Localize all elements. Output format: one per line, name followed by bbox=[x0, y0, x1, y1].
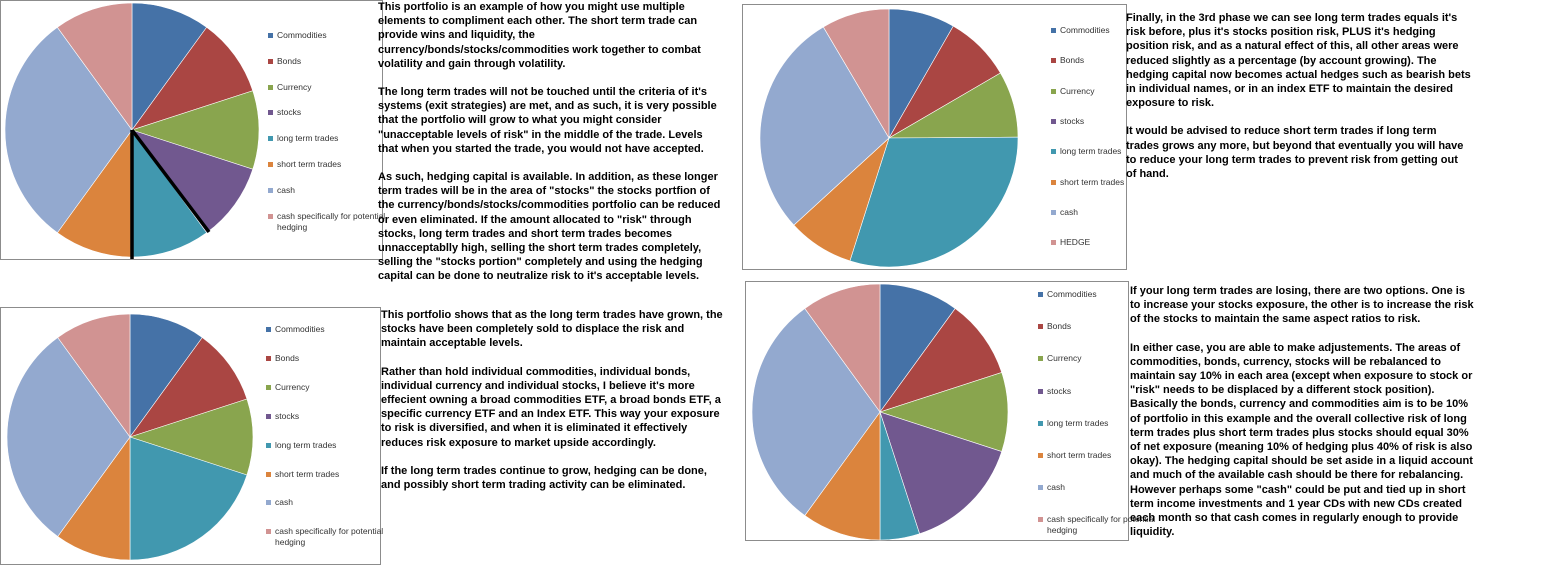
paragraph: In either case, you are able to make adjustements. The areas of commodities, bonds, currency, stocks will be rebalanced to maintain say 10% in each area (except when exposure to stock or "risk" needs to be displaced by a different stock position). Basically the bonds, currency and commodities aim is to be 10% of portfolio in this example and the overall collective risk of long term trades plus short term trades plus stocks should equal 30% of net exposure (meaning 10% of hedging plus 40% of risk is also okay). The hedging capital should be set aside in a liquid account and much of the available cash should be there for rebalancing. However perhaps some "cash" could be put and tied up in short term income investments and 1 year CDs with new CDs created each month so that cash comes in regularly enough to provide liquidity. bbox=[1130, 341, 1473, 539]
legend-label: long term trades bbox=[1060, 146, 1122, 157]
legend-label: Bonds bbox=[1060, 55, 1085, 66]
legend-label: Currency bbox=[1047, 353, 1082, 364]
legend-label: Currency bbox=[277, 81, 312, 92]
legend-label: cash specifically for potential hedging bbox=[275, 526, 384, 548]
legend-swatch bbox=[266, 443, 271, 448]
text-block-1 bbox=[378, 0, 723, 298]
legend-swatch bbox=[268, 110, 273, 115]
legend-label: short term trades bbox=[1047, 450, 1112, 460]
legend-item bbox=[266, 411, 396, 422]
paragraph: If your long term trades are losing, there are two options. One is to increase your stocks exposure, the other is to increase the risk of the stocks to maintain the same aspect ratios to risk. bbox=[1130, 285, 1474, 326]
text-block-2 bbox=[381, 308, 723, 506]
legend-swatch bbox=[1051, 119, 1056, 124]
legend-swatch bbox=[1051, 240, 1056, 245]
paragraph: The long term trades will not be touched until the criteria of it's systems (exit strategies) are met, and as such, it is very possible that the portfolio will grow to what you might consider "unacceptable levels of risk" in the middle of the trade. Levels that when you started the trade, you would not have accepted. bbox=[378, 86, 717, 155]
legend-label: long term trades bbox=[1047, 417, 1109, 428]
paragraph: Rather than hold individual commodities, individual bonds, individual currency and individual stocks, I believe it's more effecient owning a broad commodities ETF, a broad bonds ETF, a specific currency ETF and an Index ETF. This way your exposure to risk is diversified, and when it is eliminated it effectively reduces risk exposure to market upside accordingly. bbox=[381, 365, 721, 449]
legend-swatch bbox=[268, 136, 273, 141]
legend-swatch bbox=[1038, 356, 1043, 361]
legend-label: short term trades bbox=[1060, 176, 1125, 187]
legend-swatch bbox=[1038, 453, 1043, 458]
legend-swatch bbox=[266, 385, 271, 390]
legend-swatch bbox=[1051, 149, 1056, 154]
legend-label: stocks bbox=[1060, 115, 1085, 126]
chart-3 bbox=[742, 4, 1127, 270]
legend-item bbox=[266, 526, 396, 548]
legend-label: stocks bbox=[275, 410, 300, 421]
legend-label: long term trades bbox=[277, 133, 339, 144]
legend-label: Commodities bbox=[277, 30, 327, 40]
legend-swatch bbox=[1038, 324, 1043, 329]
legend-swatch bbox=[268, 214, 273, 219]
legend-label: stocks bbox=[277, 107, 302, 118]
legend-swatch bbox=[268, 162, 273, 167]
chart-2 bbox=[0, 307, 384, 565]
legend-label: HEDGE bbox=[1060, 237, 1091, 248]
legend-label: Bonds bbox=[275, 352, 300, 363]
legend-label: short term trades bbox=[277, 159, 342, 169]
legend-swatch bbox=[266, 327, 271, 332]
legend-item bbox=[266, 469, 396, 480]
legend-swatch bbox=[1051, 180, 1056, 185]
legend-swatch bbox=[1051, 58, 1056, 63]
legend-label: stocks bbox=[1047, 385, 1072, 396]
paragraph: As such, hedging capital is available. In addition, as these longer term trades will be in the area of "stocks" the stocks portfion of the currency/bonds/stocks/commodities portfolio can be reduced or even eliminated. If the amount allocated to "risk" through stocks, long term trades and short term trades becomes unnacceptablly high, selling the short term trades completely, selling the "stocks portion" completely and using the hedging capital can be done to neutralize risk to it's acceptable levels. bbox=[378, 171, 721, 283]
legend-swatch bbox=[1038, 485, 1043, 490]
legend-item bbox=[266, 497, 396, 508]
legend-label: Bonds bbox=[277, 55, 302, 66]
legend-item bbox=[266, 324, 396, 335]
chart-1 bbox=[0, 0, 386, 260]
legend-label: Commodities bbox=[1060, 25, 1110, 35]
chart-4 bbox=[745, 281, 1156, 541]
legend-swatch bbox=[1038, 421, 1043, 426]
paragraph: This portfolio shows that as the long term trades have grown, the stocks have been completely sold to displace the risk and maintain acceptable levels. bbox=[381, 309, 723, 350]
legend-swatch bbox=[1051, 89, 1056, 94]
legend-label: Currency bbox=[1060, 85, 1095, 96]
legend-swatch bbox=[266, 414, 271, 419]
legend-swatch bbox=[268, 85, 273, 90]
legend-item bbox=[1051, 237, 1181, 248]
legend-label: cash bbox=[275, 497, 293, 508]
legend-label: cash specifically for potential hedging bbox=[277, 210, 386, 232]
pie-chart-3 bbox=[743, 5, 1128, 271]
legend-label: cash specifically for potential hedging bbox=[1047, 514, 1156, 536]
paragraph: It would be advised to reduce short term trades if long term trades grows any more, but beyond that eventually you will have to reduce your long term trades to prevent risk from getting out of hand. bbox=[1126, 125, 1464, 181]
legend-swatch bbox=[266, 500, 271, 505]
legend-swatch bbox=[268, 59, 273, 64]
legend-swatch bbox=[1051, 210, 1056, 215]
legend-swatch bbox=[1051, 28, 1056, 33]
legend-swatch bbox=[266, 529, 271, 534]
legend-item bbox=[266, 440, 396, 451]
paragraph: This portfolio is an example of how you might use multiple elements to compliment each other. The short term trade can provide wins and liquidity, the currency/bonds/stocks/commodities work together to combat volatility and gain through volatility. bbox=[378, 1, 701, 70]
legend-swatch bbox=[1038, 292, 1043, 297]
legend-item bbox=[1051, 207, 1181, 218]
legend-swatch bbox=[268, 188, 273, 193]
legend-label: cash bbox=[1047, 482, 1065, 493]
legend-label: long term trades bbox=[275, 439, 337, 450]
legend-swatch bbox=[266, 356, 271, 361]
legend-swatch bbox=[1038, 389, 1043, 394]
legend-item bbox=[266, 382, 396, 393]
legend-label: short term trades bbox=[275, 468, 340, 479]
legend-label: cash bbox=[1060, 206, 1078, 217]
legend-label: cash bbox=[277, 184, 295, 195]
legend-label: Currency bbox=[275, 381, 310, 392]
paragraph: If the long term trades continue to grow, hedging can be done, and possibly short term trading activity can be eliminated. bbox=[381, 464, 707, 492]
paragraph: Finally, in the 3rd phase we can see long term trades equals it's risk before, plus it's stocks position risk, PLUS it's hedging position risk, and as a natural effect of this, all other areas were reduced slightly as a percentage (by account growing). The hedging capital now becomes actual hedges such as bearish bets in individual names, or in an index ETF to maintain the desired exposure to risk. bbox=[1126, 12, 1471, 110]
legend-label: Commodities bbox=[275, 324, 325, 334]
legend-swatch bbox=[268, 33, 273, 38]
legend-label: Bonds bbox=[1047, 321, 1072, 332]
legend-swatch bbox=[1038, 517, 1043, 522]
legend-item bbox=[266, 353, 396, 364]
legend-label: Commodities bbox=[1047, 289, 1097, 299]
text-block-4 bbox=[1130, 284, 1475, 553]
text-block-3 bbox=[1126, 11, 1471, 195]
legend-swatch bbox=[266, 472, 271, 477]
